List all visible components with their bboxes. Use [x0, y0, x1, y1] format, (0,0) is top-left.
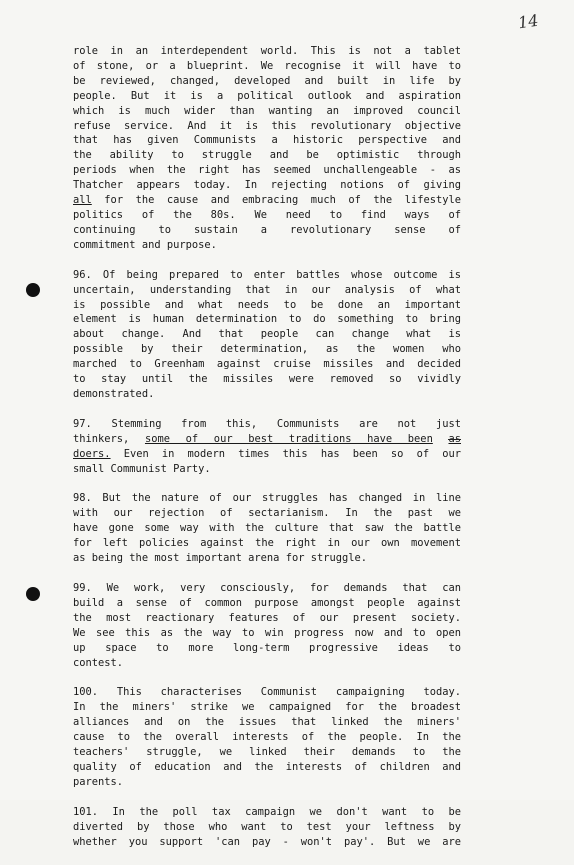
text-line: to stay until the missiles were removed so vividly: [73, 373, 461, 386]
text-line: Thatcher appears today. In rejecting notions of giving: [73, 179, 461, 192]
text-line: politics of the 80s. We need to find ways of: [73, 208, 461, 221]
underlined-text: all: [73, 194, 92, 207]
paragraph-100: [73, 685, 461, 789]
text-line: uncertain, understanding that in our analysis of what: [73, 283, 461, 296]
text-fragment: thinkers,: [73, 432, 145, 445]
text-line: alliances and on the issues that linked the miners': [73, 716, 461, 729]
text-line: possible by their determination, as the women who: [73, 343, 461, 356]
text-line: is possible and what needs to be done an important: [73, 298, 461, 311]
text-line: whether you support 'can pay - won't pay'. But we are: [73, 835, 461, 848]
text-line: the ability to struggle and be optimistic through: [73, 149, 461, 162]
underlined-text: doers.: [73, 447, 111, 460]
text-line: small Communist Party.: [73, 462, 211, 475]
handwritten-page-number: 14: [516, 10, 540, 33]
text-line: We see this as the way to win progress now and to open: [73, 626, 461, 639]
text-line: 96. Of being prepared to enter battles whose outcome is: [73, 268, 461, 281]
underlined-text: some of our best traditions have been: [144, 432, 433, 445]
text-line: 98. But the nature of our struggles has changed in line: [73, 492, 461, 505]
text-line: teachers' struggle, we linked their demands to the: [73, 746, 461, 759]
punch-hole: [26, 587, 40, 601]
text-line: have gone some way with the culture that saw the battle: [73, 522, 461, 535]
text-line: that has given Communists a historic perspective and: [73, 134, 461, 147]
text-line: cause to the overall interests of the people. In the: [73, 731, 461, 744]
text-fragment: Even in modern times this has been so of our: [110, 447, 461, 460]
struck-through-text: as: [448, 432, 461, 445]
text-line: build a sense of common purpose amongst people against: [73, 596, 461, 609]
paragraph-97: [73, 417, 461, 477]
text-line: In the miners' strike we campaigned for the broadest: [73, 701, 461, 714]
body-text: [73, 44, 461, 865]
text-line: marched to Greenham against cruise missiles and decided: [73, 358, 461, 371]
text-line: of stone, or a blueprint. We recognise it will have to: [73, 59, 461, 72]
text-line: as being the most important arena for struggle.: [73, 552, 368, 565]
text-line: [73, 432, 461, 447]
text-line: [73, 447, 461, 462]
text-line: refuse service. And it is this revolutionary objective: [73, 119, 461, 132]
text-line: demonstrated.: [73, 387, 155, 400]
text-line: be reviewed, changed, developed and built in life by: [73, 74, 461, 87]
text-line: people. But it is a political outlook and aspiration: [73, 89, 461, 102]
text-line: about change. And that people can change what is: [73, 328, 461, 341]
paragraph-99: [73, 581, 461, 670]
text-line: all for the cause and embracing much of the lifestyle: [73, 194, 461, 207]
text-line: continuing to sustain a revolutionary sense of: [73, 223, 461, 236]
text-line: 100. This characterises Communist campaigning today.: [73, 686, 461, 699]
text-line: which is much wider than wanting an improved council: [73, 104, 461, 117]
text-line: commitment and purpose.: [73, 238, 217, 251]
text-line: 101. In the poll tax campaign we don't want to be: [73, 805, 461, 818]
text-line: 97. Stemming from this, Communists are not just: [73, 417, 461, 430]
text-line: element is human determination to do something to bring: [73, 313, 461, 326]
text-line: 99. We work, very consciously, for demands that can: [73, 582, 461, 594]
paragraph-101: [73, 805, 461, 850]
text-line: the most reactionary features of our present society.: [73, 611, 461, 624]
text-line: role in an interdependent world. This is not a tablet: [73, 45, 461, 57]
text-line: quality of education and the interests of children and: [73, 760, 461, 773]
text-line: periods when the right has seemed unchallengeable - as: [73, 164, 461, 177]
paragraph-intro: [73, 44, 461, 253]
punch-hole: [26, 283, 40, 297]
text-line: parents.: [73, 775, 124, 788]
text-line: for left policies against the right in our own movement: [73, 537, 461, 550]
paragraph-98: [73, 491, 461, 566]
paragraph-96: [73, 268, 461, 402]
text-line: up space to more long-term progressive ideas to: [73, 641, 461, 654]
text-line: with our rejection of sectarianism. In the past we: [73, 507, 461, 520]
text-line: contest.: [73, 656, 124, 669]
text-line: diverted by those who want to test your leftness by: [73, 820, 461, 833]
